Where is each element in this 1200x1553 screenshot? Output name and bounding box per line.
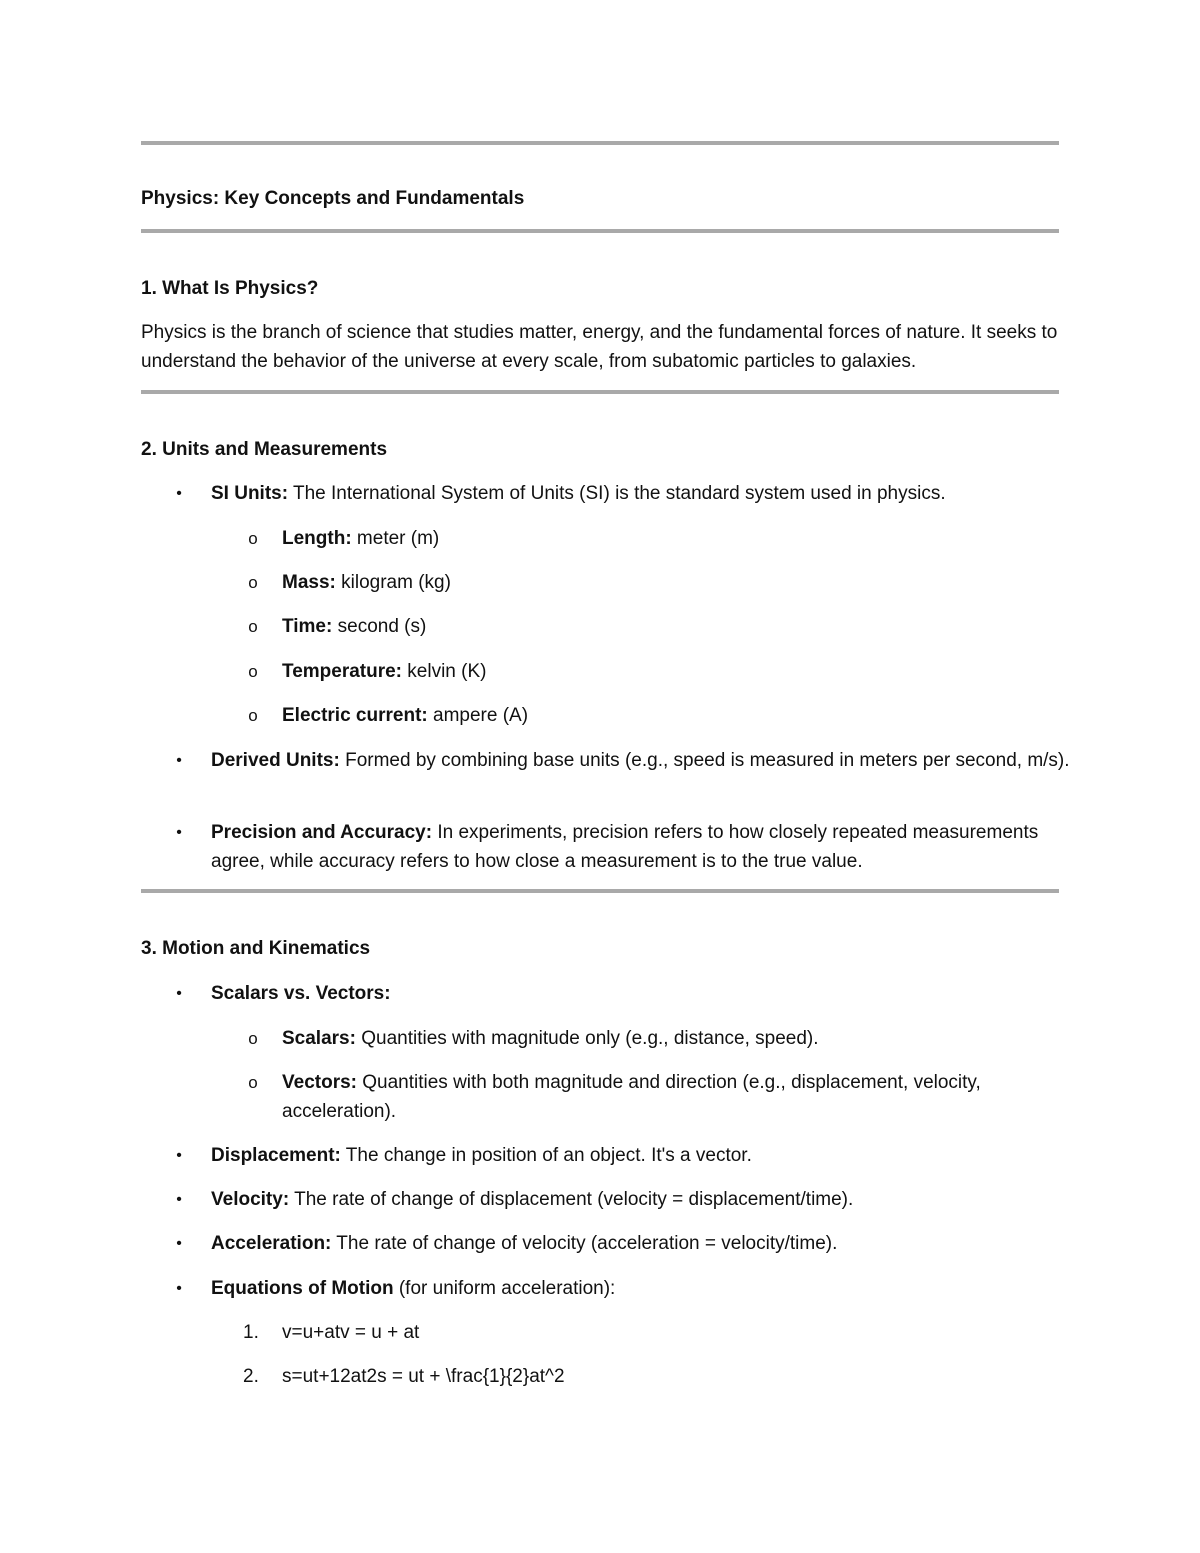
item-text: The rate of change of displacement (velocity = displacement/time). xyxy=(289,1189,854,1210)
list-item-equations-of-motion xyxy=(211,1274,1071,1303)
bullet-marker: • xyxy=(176,824,182,841)
list-item-displacement xyxy=(211,1141,1071,1170)
item-label: Displacement: xyxy=(211,1145,341,1166)
subbullet-marker: o xyxy=(248,1073,258,1092)
item-label: Derived Units: xyxy=(211,750,340,771)
section-paragraph: Physics is the branch of science that studies matter, energy, and the fundamental forces of nature. It seeks to understand the behavior of the universe at every scale, from subatomic particles to galaxies. xyxy=(141,322,1058,372)
item-label: Vectors: xyxy=(282,1072,357,1093)
horizontal-rule xyxy=(141,390,1059,394)
section-heading-what-is-physics: 1. What Is Physics? xyxy=(141,278,319,299)
item-text: kelvin (K) xyxy=(402,661,487,682)
item-label: Scalars: xyxy=(282,1028,356,1049)
item-text: The change in position of an object. It's a vector. xyxy=(340,1145,752,1166)
item-text: Quantities with both magnitude and direction (e.g., displacement, velocity, acceleration). xyxy=(282,1072,981,1122)
item-text: kilogram (kg) xyxy=(335,572,451,593)
item-text: (for uniform acceleration): xyxy=(393,1278,616,1299)
item-text: The International System of Units (SI) is the standard system used in physics. xyxy=(288,483,946,504)
numbered-marker: 2. xyxy=(243,1366,259,1387)
list-item-scalars xyxy=(282,1024,1062,1053)
horizontal-rule xyxy=(141,229,1059,233)
list-item-length xyxy=(282,524,1062,553)
subbullet-marker: o xyxy=(248,706,258,725)
equation-1: v=u+atv = u + at xyxy=(282,1322,420,1343)
list-item-electric-current xyxy=(282,701,1062,730)
item-text: Quantities with magnitude only (e.g., distance, speed). xyxy=(355,1028,819,1049)
item-text: Formed by combining base units (e.g., speed is measured in meters per second, m/s). xyxy=(339,750,1070,771)
list-item-si-units xyxy=(211,479,1071,508)
subbullet-marker: o xyxy=(248,662,258,681)
subbullet-marker: o xyxy=(248,617,258,636)
bullet-marker: • xyxy=(176,1147,182,1164)
bullet-marker: • xyxy=(176,1235,182,1252)
list-item-scalars-vs-vectors xyxy=(211,979,1071,1008)
bullet-marker: • xyxy=(176,752,182,769)
list-item-precision-accuracy xyxy=(211,818,1071,876)
item-label: Mass: xyxy=(282,572,336,593)
numbered-marker: 1. xyxy=(243,1322,259,1343)
bullet-marker: • xyxy=(176,985,182,1002)
subbullet-marker: o xyxy=(248,1029,258,1048)
subbullet-marker: o xyxy=(248,529,258,548)
bullet-marker: • xyxy=(176,1280,182,1297)
bullet-marker: • xyxy=(176,485,182,502)
item-label: Time: xyxy=(282,616,333,637)
horizontal-rule xyxy=(141,889,1059,893)
list-item-velocity xyxy=(211,1185,1071,1214)
item-label: Temperature: xyxy=(282,661,403,682)
item-text: ampere (A) xyxy=(427,705,529,726)
bullet-marker: • xyxy=(176,1191,182,1208)
section-heading-units: 2. Units and Measurements xyxy=(141,439,388,460)
item-text: In experiments, precision refers to how closely repeated measurements agree, while accuracy refers to how close a measurement is to the true value. xyxy=(211,822,1039,872)
list-item-vectors xyxy=(282,1068,1062,1126)
item-text: second (s) xyxy=(332,616,427,637)
list-item-mass xyxy=(282,568,1062,597)
list-item-time xyxy=(282,612,1062,641)
item-text: meter (m) xyxy=(351,528,440,549)
item-label: Equations of Motion xyxy=(211,1278,394,1299)
list-item-temperature xyxy=(282,657,1062,686)
item-label: Acceleration: xyxy=(211,1233,332,1254)
section-heading-motion: 3. Motion and Kinematics xyxy=(141,938,371,959)
document-title: Physics: Key Concepts and Fundamentals xyxy=(141,188,525,209)
item-text: The rate of change of velocity (acceleration = velocity/time). xyxy=(331,1233,838,1254)
item-label: Scalars vs. Vectors: xyxy=(211,983,391,1004)
item-label: Precision and Accuracy: xyxy=(211,822,433,843)
list-item-derived-units xyxy=(211,746,1071,775)
item-label: Electric current: xyxy=(282,705,428,726)
item-label: Length: xyxy=(282,528,352,549)
equation-2: s=ut+12at2s = ut + \frac{1}{2}at^2 xyxy=(282,1366,565,1387)
list-item-acceleration xyxy=(211,1229,1071,1258)
item-label: SI Units: xyxy=(211,483,289,504)
horizontal-rule xyxy=(141,141,1059,145)
item-label: Velocity: xyxy=(211,1189,290,1210)
subbullet-marker: o xyxy=(248,573,258,592)
